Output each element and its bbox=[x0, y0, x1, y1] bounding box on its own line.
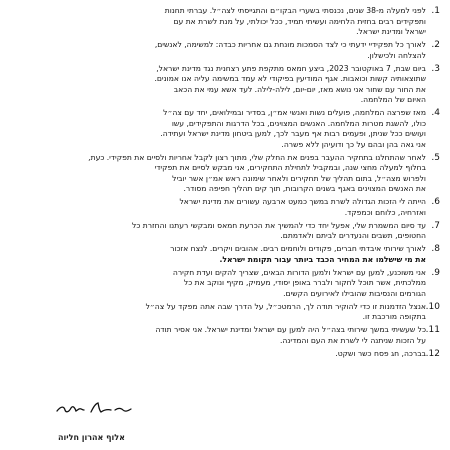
item-number: 1. bbox=[431, 6, 440, 16]
text-line: האיום של המלחמה. bbox=[360, 95, 426, 104]
item-text bbox=[12, 40, 426, 61]
item-text bbox=[12, 302, 426, 323]
list-item bbox=[12, 302, 440, 323]
text-line: מאז שפרצה המלחמה, פועלים נשות ואנשי אמ״ן, בסדיר ובמילואים, יחד עם צה״ל bbox=[163, 108, 426, 117]
text-line: שתוצאותיה קשות וכואבות. אגף המודיעין בפיקודי לא עמד במשימה עליה אנו אמונים. bbox=[154, 74, 426, 83]
text-line: ביום שבת, 7 באוקטובר 2023, ביצע חמאס מתקפת פתע רצחנית נגד מדינת ישראל, bbox=[156, 63, 426, 73]
letter-body bbox=[12, 6, 440, 359]
text-line: בחלוף למעלה מחצי שנה, ובמקביל לתחילת התחקירים, אני מבקש לסיים את תפקידי bbox=[154, 163, 426, 172]
text-line: הגורמים והנסיבות שהובילו לאירועים הקשים. bbox=[283, 288, 426, 298]
list-item bbox=[12, 40, 440, 61]
text-line: כל שעשיתי במשך שירותי בצה״ל היה למען עם ישראל ומדינת ישראל. אני אסיר תודה bbox=[155, 325, 426, 334]
list-item bbox=[12, 64, 440, 106]
item-text bbox=[12, 197, 426, 218]
item-number: 9. bbox=[431, 267, 440, 278]
list-item bbox=[12, 153, 440, 195]
item-text bbox=[12, 244, 426, 265]
text-line: לאחר שהתחלנו בתחקיר ההעבר בפנים את החלק שלי, מתוך רצון לקבל אחריות ולסיים את תפקידי. כעת, bbox=[88, 152, 426, 162]
text-line: עד סיום המשמרת שלי, אפעל יחד כדי להמשיך את הכרעת חמאס ומבקשי רעתנו והחזרת כל bbox=[132, 220, 426, 230]
text-line: לאורך כל תפקידיי ידעתי כי לצד הסמכות מונחת גם אחריות כבדה: למשימה, לאנשים, bbox=[154, 40, 426, 49]
item-number: 7. bbox=[431, 220, 440, 231]
list-item bbox=[12, 221, 440, 242]
text-line: ותפקידים רבים בחזית הלחימה ועשיתי תמיד, ככל יכולתי, על מנת לשרת את עם bbox=[173, 16, 426, 26]
text-line: בתקופה מורכבת זו. bbox=[362, 312, 426, 321]
item-text bbox=[12, 325, 426, 346]
text-line-bold: את מי שישלמו את המחיר הכבד ביותר עבור תקומת ישראל. bbox=[219, 254, 426, 264]
item-number: 3. bbox=[431, 63, 440, 74]
text-line: ועושים ככל שניתן, ופעמים רבות אף מעבר לכך, למען ביטחון מדינת ישראל ועתידה. bbox=[160, 129, 426, 138]
item-text bbox=[12, 349, 426, 360]
item-number: 6. bbox=[431, 197, 440, 207]
list-item bbox=[12, 6, 440, 38]
item-number: 2. bbox=[431, 40, 440, 50]
handwritten-signature bbox=[55, 400, 135, 416]
list-item bbox=[12, 268, 440, 300]
item-text bbox=[12, 221, 426, 242]
text-line: אנצל הזדמנות זו כדי להוקיר תודה לך, הרמטכ״ל, על הדרך שבה אתה מפקד על צה״ל bbox=[145, 301, 426, 311]
item-text bbox=[12, 153, 426, 195]
text-line: כולו, להשגת מטרות המלחמה. האנשים המצוינים, בכל הדרגות והתפקידים, עשו bbox=[171, 118, 426, 128]
text-line: לאורך שירותי איבדתי חברים, פקודים ולוחמים רבים. אהובים ויקרים. לנצח אזכור bbox=[170, 244, 426, 253]
item-number: 11. bbox=[425, 325, 440, 335]
text-line: החטופים, תשבים והנעדרים לביתם ולאדמתם. bbox=[280, 231, 426, 240]
item-number: 12. bbox=[425, 348, 440, 359]
list-item bbox=[12, 244, 440, 265]
text-line: ואזרחיה, כלוחם וכמפקד. bbox=[344, 207, 426, 217]
text-line: להצלחה ולכישלון. bbox=[367, 50, 426, 60]
text-line: את האנשים המצוינים באגף בשנים הקרובות, תוך קים תהליך חפיפה מסודר. bbox=[183, 184, 426, 193]
text-line: לפני למעלה מ-38 שנים, נכנסתי בשערי הבקו״ם והתגייסתי לצה״ל. עברתי תחנות bbox=[164, 6, 426, 15]
item-text bbox=[12, 108, 426, 150]
list-item bbox=[12, 108, 440, 150]
item-number: 10. bbox=[425, 301, 440, 312]
text-line: על הזכות שניתנה לי לשרת את העם והמדינה. bbox=[280, 335, 426, 345]
item-number: 8. bbox=[431, 244, 440, 254]
item-text bbox=[12, 268, 426, 300]
item-text bbox=[12, 6, 426, 38]
text-line: אני משוכנע, למען עם ישראל ולמען הדורות הבאים, שצריך להקים ועדת חקירה bbox=[172, 267, 426, 277]
text-line: ישראל ומדינת ישראל. bbox=[356, 27, 426, 36]
item-text bbox=[12, 64, 426, 106]
text-line: הייתה לי הזכות הגדולה לשרת במשך כמעט ארבעה עשורים את מדינת ישראל bbox=[179, 197, 426, 206]
list-item bbox=[12, 325, 440, 346]
text-line: ולפרוש מצה״ל, בתום תהליך של תחקירים ולאחר שימונה ראש אמ״ן אשר יוביל bbox=[172, 173, 426, 183]
list-item bbox=[12, 349, 440, 360]
item-number: 4. bbox=[431, 108, 440, 118]
text-line: ממלכתית, אשר תוכל לחקור ולברר באופן יסודי, מעמיק, מקיף ונוקב את כל bbox=[183, 278, 426, 287]
signer-name: אלוף אהרון חליוה bbox=[58, 433, 125, 442]
list-item bbox=[12, 197, 440, 218]
text-line: אני גאה בהן ובהם על כך ודועיהן ללא פשרה. bbox=[281, 139, 426, 149]
text-line: את החור עם שחור אני נושא מאז, יום-יום, לילה-לילה. לעד אשא עמי את הכאב bbox=[173, 84, 426, 94]
item-number: 5. bbox=[431, 152, 440, 163]
text-line: בברכה, חג פסח כשר ושקט. bbox=[335, 348, 426, 358]
